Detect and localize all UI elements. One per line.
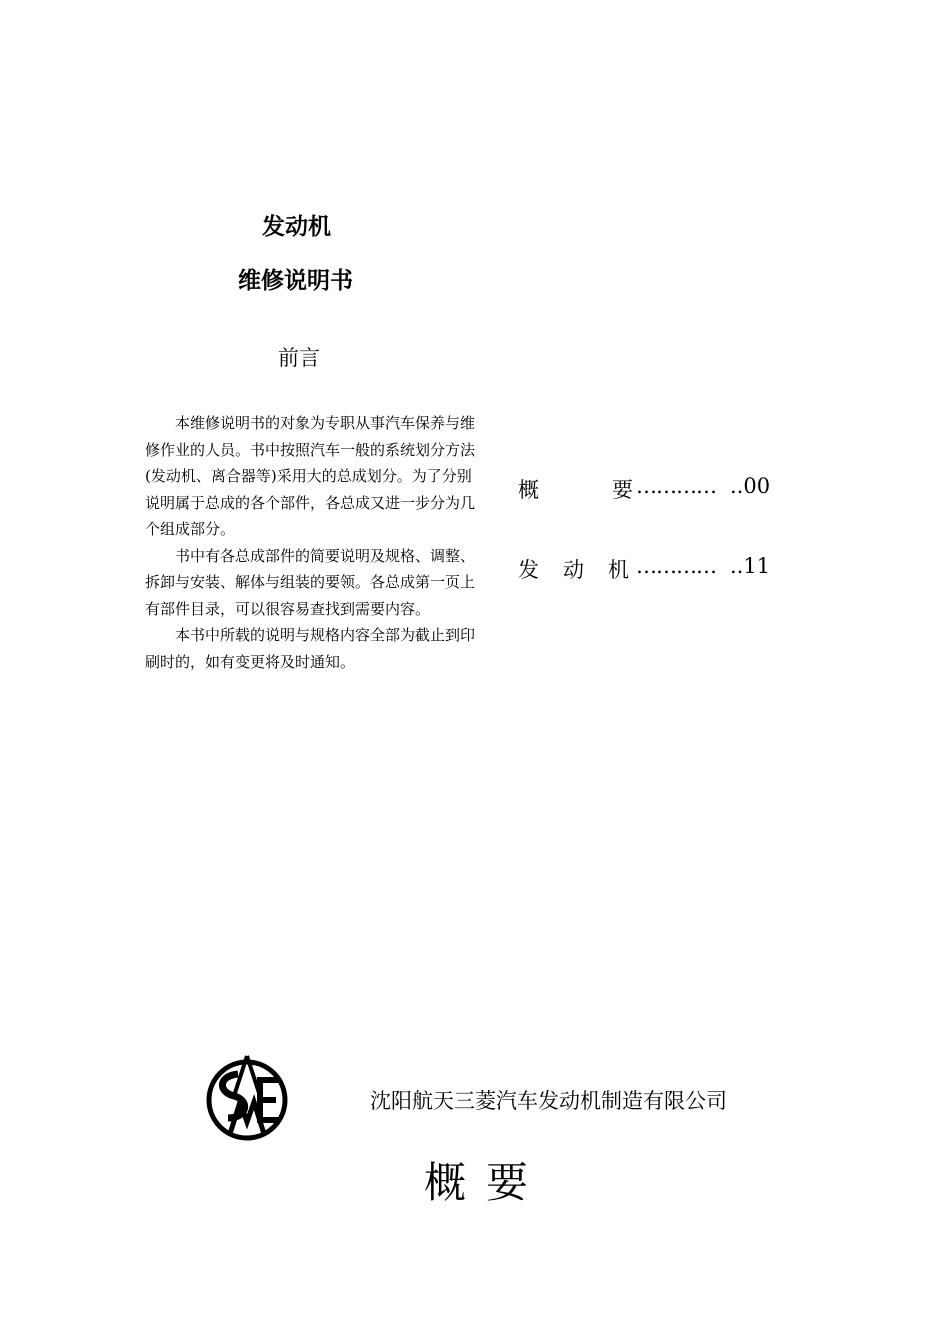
document-title-line1: 发动机 — [262, 214, 331, 240]
toc-item-overview[interactable] — [518, 474, 818, 504]
toc-page-number: ..11 — [730, 554, 771, 578]
document-title-line2: 维修说明书 — [238, 268, 353, 294]
toc-item-engine[interactable] — [518, 554, 818, 584]
toc-label-char: 要 — [612, 478, 633, 502]
preface-paragraph-2: 书中有各总成部件的简要说明及规格、调整、拆卸与安装、解体与组装的要领。各总成第一页上有部件目录，可以很容易查找到需要内容。 — [145, 546, 476, 618]
preface-paragraph-3: 本书中所载的说明与规格内容全部为截止到印刷时的，如有变更将及时通知。 — [145, 626, 476, 671]
sme-company-logo-icon — [204, 1052, 290, 1142]
toc-label-char: 机 — [608, 558, 629, 582]
preface-paragraph-1: 本维修说明书的对象为专职从事汽车保养与维修作业的人员。书中按照汽车一般的系统划分方法(发动机、离合器等)采用大的总成划分。为了分别说明属于总成的各个部件，各总成又进一步分为几个组成部分。 — [145, 414, 476, 538]
chapter-title: 概要 — [424, 1158, 549, 1207]
toc-item-label — [518, 474, 633, 504]
preface-text — [145, 410, 475, 675]
toc-label-char: 概 — [518, 478, 539, 502]
preface-heading: 前言 — [278, 346, 320, 370]
toc-page-number: ..00 — [730, 474, 771, 498]
company-name: 沈阳航天三菱汽车发动机制造有限公司 — [370, 1089, 727, 1113]
toc-label-char: 动 — [563, 558, 584, 582]
toc-leader-dots: ………… — [636, 474, 716, 498]
toc-leader-dots: ………… — [636, 554, 716, 578]
toc-item-label — [518, 554, 629, 584]
table-of-contents — [518, 474, 818, 634]
toc-label-char: 发 — [518, 558, 539, 582]
